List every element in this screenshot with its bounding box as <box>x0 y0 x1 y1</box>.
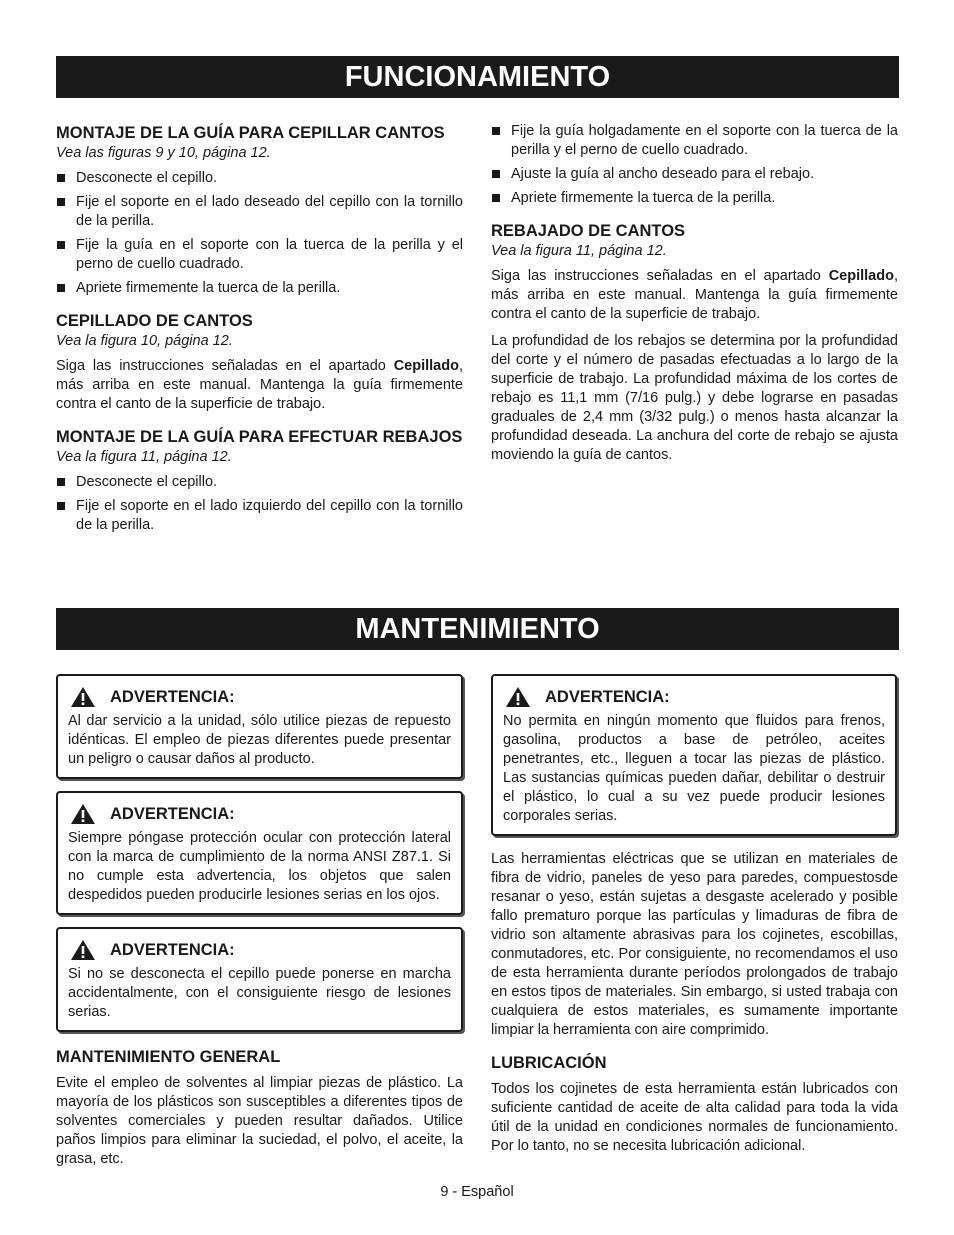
list-item: Fije el soporte en el lado deseado del cepillo con la tornillo de la perilla. <box>56 193 463 231</box>
figure-reference: Vea la figura 11, página 12. <box>56 449 232 465</box>
paragraph: Siga las instrucciones señaladas en el apartado Cepillado, más arriba en este manual. Mantenga la guía firmemente contra el canto de la superficie de trabajo. <box>491 268 898 322</box>
page-footer: 9 - Español <box>440 1184 514 1200</box>
list-item: Fije la guía en el soporte con la tuerca de la perilla y el perno de cuello cuadrado. <box>56 236 463 274</box>
bullet-icon <box>492 170 500 178</box>
bullet-icon <box>57 174 65 182</box>
warning-text: Si no se desconecta el cepillo puede ponerse en marcha accidentalmente, con el consiguiente riesgo de lesiones serias. <box>68 966 451 1020</box>
paragraph: Todos los cojinetes de esta herramienta están lubricados con suficiente cantidad de aceite de alta calidad para toda la vida útil de la unidad en condiciones normales de funcionamiento. Por lo tanto, no se necesita lubricación adicional. <box>491 1081 898 1154</box>
bullet-icon <box>57 478 65 486</box>
list-item: Apriete firmemente la tuerca de la perilla. <box>56 279 463 298</box>
mantenimiento-left-column <box>56 674 463 1181</box>
funcionamiento-right-column <box>491 122 898 477</box>
figure-reference: Vea las figuras 9 y 10, página 12. <box>56 145 271 161</box>
section-title: MONTAJE DE LA GUÍA PARA CEPILLAR CANTOS <box>56 124 445 142</box>
bullet-icon <box>57 198 65 206</box>
warning-title: ADVERTENCIA: <box>110 940 235 959</box>
paragraph: Las herramientas eléctricas que se utilizan en materiales de fibra de vidrio, paneles de yeso para paredes, compuestosde resanar o yeso, están sujetas a desgaste acelerado y posible fallo prematuro porque las partículas y limaduras de fibra de vidrio son altamente abrasivas para los cojinetes, escobillas, conmutadores, etc. Por consiguiente, no recomendamos el uso de esta herramienta durante períodos prolongados de trabajo en estos tipos de materiales. Sin embargo, si usted trabaja con cualquiera de estos materiales, es sumamente importante limpiar la herramienta con aire comprimido. <box>491 851 898 1038</box>
warning-box <box>56 674 463 779</box>
step-list <box>491 122 898 208</box>
step-list <box>56 473 463 535</box>
section-montaje-rebajos <box>56 426 463 535</box>
mantenimiento-right-column <box>491 674 898 1168</box>
bullet-icon <box>492 194 500 202</box>
bullet-icon <box>492 127 500 135</box>
warning-icon <box>505 686 531 708</box>
mantenimiento-banner: MANTENIMIENTO <box>56 608 899 650</box>
step-list <box>56 169 463 298</box>
figure-reference: Vea la figura 11, página 12. <box>491 243 667 259</box>
bullet-icon <box>57 502 65 510</box>
warning-title: ADVERTENCIA: <box>110 804 235 823</box>
warning-box <box>56 791 463 915</box>
section-rebajado-cantos <box>491 220 898 465</box>
warning-text: Siempre póngase protección ocular con protección lateral con la marca de cumplimiento de la norma ANSI Z87.1. Si no cumple esta advertencia, los objetos que salen despedidos pueden producirle lesiones serias en los ojos. <box>68 830 451 903</box>
list-item: Ajuste la guía al ancho deseado para el rebajo. <box>491 165 898 184</box>
warning-icon <box>70 686 96 708</box>
warning-box <box>56 927 463 1032</box>
funcionamiento-banner: FUNCIONAMIENTO <box>56 56 899 98</box>
section-title: MANTENIMIENTO GENERAL <box>56 1048 281 1066</box>
section-title: CEPILLADO DE CANTOS <box>56 312 253 330</box>
warning-box <box>491 674 897 836</box>
list-item: Desconecte el cepillo. <box>56 169 463 188</box>
funcionamiento-left-column <box>56 122 463 547</box>
warning-title: ADVERTENCIA: <box>545 687 670 706</box>
paragraph: La profundidad de los rebajos se determina por la profundidad del corte y el número de pasadas efectuadas a lo largo de la superficie de trabajo. La profundidad máxima de los cortes de rebajo es 11,1 mm (7/16 pulg.) y debe lograrse en pasadas graduales de 2,4 mm (3/32 pulg.) o menos hasta alcanzar la profundidad deseada. La anchura del corte de rebajo se ajusta moviendo la guía de cantos. <box>491 333 898 463</box>
warning-title: ADVERTENCIA: <box>110 687 235 706</box>
paragraph: Siga las instrucciones señaladas en el apartado Cepillado, más arriba en este manual. Mantenga la guía firmemente contra el canto de la superficie de trabajo. <box>56 358 463 412</box>
section-title: REBAJADO DE CANTOS <box>491 222 686 240</box>
section-title: MONTAJE DE LA GUÍA PARA EFECTUAR REBAJOS <box>56 428 463 446</box>
warning-text: Al dar servicio a la unidad, sólo utilice piezas de repuesto idénticas. El empleo de piezas diferentes puede presentar un peligro o causar daños al producto. <box>68 713 451 767</box>
section-cepillado-cantos <box>56 310 463 414</box>
bullet-icon <box>57 284 65 292</box>
warning-icon <box>70 939 96 961</box>
bullet-icon <box>57 241 65 249</box>
figure-reference: Vea la figura 10, página 12. <box>56 333 233 349</box>
section-title: LUBRICACIÓN <box>491 1054 607 1072</box>
section-montaje-cepillar <box>56 122 463 298</box>
paragraph: Evite el empleo de solventes al limpiar piezas de plástico. La mayoría de los plásticos son susceptibles a diferentes tipos de solventes comerciales y pueden resultar dañados. Utilice paños limpios para eliminar la suciedad, el polvo, el aceite, la grasa, etc. <box>56 1075 463 1167</box>
list-item: Desconecte el cepillo. <box>56 473 463 492</box>
list-item: Fije el soporte en el lado izquierdo del cepillo con la tornillo de la perilla. <box>56 497 463 535</box>
list-item: Apriete firmemente la tuerca de la perilla. <box>491 189 898 208</box>
section-mantenimiento-general <box>56 1046 463 1169</box>
warning-text: No permita en ningún momento que fluidos para frenos, gasolina, productos a base de petróleo, aceites penetrantes, etc., lleguen a tocar las piezas de plástico. Las sustancias químicas pueden dañar, debilitar o destruir el plástico, lo cual a su vez puede producir lesiones corporales serias. <box>503 713 885 824</box>
warning-icon <box>70 803 96 825</box>
list-item: Fije la guía holgadamente en el soporte con la tuerca de la perilla y el perno de cuello cuadrado. <box>491 122 898 160</box>
section-lubricacion <box>491 1052 898 1156</box>
